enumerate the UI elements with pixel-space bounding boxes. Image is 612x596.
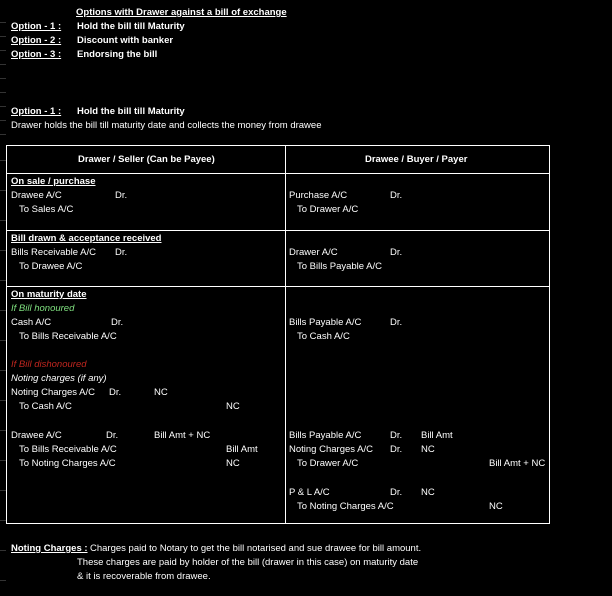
entry-dr: Dr. (390, 247, 403, 258)
section-heading-maturity: On maturity date (11, 289, 87, 300)
entry-dr: Dr. (390, 190, 403, 201)
entry-dr: Dr. (115, 190, 128, 201)
footer-label: Noting Charges : (11, 543, 88, 554)
entry-credit: To Drawee A/C (19, 261, 83, 272)
option-2-label: Option - 2 : (11, 35, 62, 46)
section-heading-sale: On sale / purchase (11, 176, 96, 187)
entry-account: Bills Payable A/C (289, 430, 362, 441)
entry-amount: NC (421, 444, 435, 455)
entry-credit: To Bills Receivable A/C (19, 444, 117, 455)
entry-account: Bills Receivable A/C (11, 247, 97, 258)
entry-amount: NC (154, 387, 168, 398)
entry-amount: NC (226, 458, 240, 469)
footer-line-3: & it is recoverable from drawee. (77, 571, 211, 582)
option1-title: Hold the bill till Maturity (77, 106, 185, 117)
entry-credit: To Drawer A/C (297, 204, 359, 215)
option1-desc: Drawer holds the bill till maturity date and collects the money from drawee (11, 120, 322, 131)
page-title: Options with Drawer against a bill of exchange (76, 7, 287, 18)
entry-dr: Dr. (390, 317, 403, 328)
entry-dr: Dr. (106, 430, 119, 441)
column-header-drawer: Drawer / Seller (Can be Payee) (78, 154, 215, 165)
column-header-drawee: Drawee / Buyer / Payer (365, 154, 468, 165)
honoured-label: If Bill honoured (11, 303, 75, 314)
entry-credit: To Bills Receivable A/C (19, 331, 117, 342)
entry-account: P & L A/C (289, 487, 330, 498)
entry-amount: NC (489, 501, 503, 512)
entry-account: Bills Payable A/C (289, 317, 362, 328)
dishonoured-label: If Bill dishonoured (11, 359, 87, 370)
entry-credit: To Drawer A/C (297, 458, 359, 469)
option-1-text: Hold the bill till Maturity (77, 21, 185, 32)
section-heading-acceptance: Bill drawn & acceptance received (11, 233, 162, 244)
entry-amount: NC (226, 401, 240, 412)
entry-amount: Bill Amt + NC (154, 430, 211, 441)
noting-charges-label: Noting charges (if any) (11, 373, 107, 384)
entry-account: Noting Charges A/C (11, 387, 95, 398)
option-2-text: Discount with banker (77, 35, 174, 46)
footer-line-1: Charges paid to Notary to get the bill notarised and sue drawee for bill amount. (90, 543, 422, 554)
entry-credit: To Cash A/C (297, 331, 350, 342)
entry-dr: Dr. (109, 387, 122, 398)
option-3-text: Endorsing the bill (77, 49, 158, 60)
entry-credit: To Bills Payable A/C (297, 261, 383, 272)
entry-amount: NC (421, 487, 435, 498)
option1-label: Option - 1 : (11, 106, 62, 117)
entry-dr: Dr. (390, 487, 403, 498)
entry-credit: To Noting Charges A/C (297, 501, 394, 512)
entry-amount: Bill Amt (226, 444, 258, 455)
entry-dr: Dr. (111, 317, 124, 328)
footer-line-2: These charges are paid by holder of the bill (drawer in this case) on maturity date (77, 557, 419, 568)
entry-amount: Bill Amt (421, 430, 453, 441)
entry-account: Cash A/C (11, 317, 52, 328)
entry-account: Drawee A/C (11, 190, 62, 201)
entry-dr: Dr. (115, 247, 128, 258)
entry-dr: Dr. (390, 444, 403, 455)
entry-credit: To Sales A/C (19, 204, 74, 215)
entry-account: Purchase A/C (289, 190, 348, 201)
entry-credit: To Noting Charges A/C (19, 458, 116, 469)
entry-account: Drawer A/C (289, 247, 338, 258)
entry-dr: Dr. (390, 430, 403, 441)
entry-amount: Bill Amt + NC (489, 458, 546, 469)
entry-account: Drawee A/C (11, 430, 62, 441)
entry-account: Noting Charges A/C (289, 444, 373, 455)
option-1-label: Option - 1 : (11, 21, 62, 32)
entry-credit: To Cash A/C (19, 401, 72, 412)
option-3-label: Option - 3 : (11, 49, 62, 60)
